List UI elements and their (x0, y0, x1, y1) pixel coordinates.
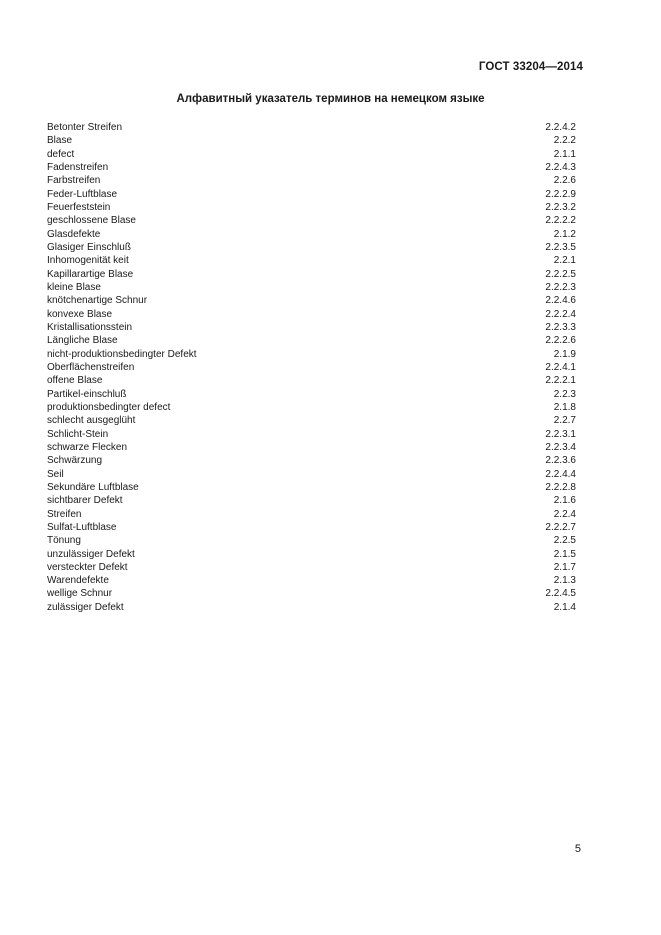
term-label: Betonter Streifen (47, 122, 123, 133)
term-row (47, 201, 576, 214)
term-label: Inhomogenität keit (47, 255, 129, 267)
term-reference: 2.1.8 (553, 401, 576, 413)
term-label: unzulässiger Defekt (47, 548, 135, 560)
term-row (47, 254, 576, 267)
term-reference: 2.2.4.5 (545, 588, 576, 600)
term-row (47, 508, 576, 521)
term-row (47, 428, 576, 441)
term-reference: 2.2.7 (553, 415, 576, 427)
term-reference: 2.2.3.4 (545, 441, 576, 453)
term-label: Feuerfeststein (47, 201, 111, 213)
term-label: Glasdefekte (47, 228, 101, 240)
term-row (47, 241, 576, 254)
term-label: kleine Blase (47, 281, 101, 293)
term-label: Seil (47, 468, 64, 480)
term-reference: 2.2.3.3 (545, 321, 576, 333)
term-label: Tönung (47, 535, 81, 547)
term-reference: 2.2.2.3 (545, 281, 576, 293)
term-reference: 2.2.4.4 (545, 468, 576, 480)
term-label: wellige Schnur (47, 588, 113, 600)
term-row (47, 308, 576, 321)
term-row (47, 441, 576, 454)
term-label: schwarze Flecken (47, 441, 128, 453)
term-label: Farbstreifen (47, 175, 101, 187)
term-row (47, 388, 576, 401)
term-row (47, 548, 576, 561)
term-reference: 2.2.2.6 (545, 335, 576, 347)
term-row (47, 174, 576, 187)
term-row (47, 401, 576, 414)
term-label: schlecht ausgeglüht (47, 415, 136, 427)
term-reference: 2.1.4 (553, 601, 576, 613)
term-row (47, 214, 576, 227)
term-reference: 2.2.4.6 (545, 295, 576, 307)
term-label: zulässiger Defekt (47, 601, 124, 613)
term-reference: 2.2.2 (553, 135, 576, 147)
term-label: geschlossene Blase (47, 215, 136, 227)
term-row (47, 334, 576, 347)
term-reference: 2.2.4.3 (545, 161, 576, 173)
term-reference: 2.2.1 (553, 255, 576, 267)
term-label: Oberflächenstreifen (47, 361, 135, 373)
term-row (47, 121, 576, 134)
term-label: Sekundäre Luftblase (47, 481, 139, 493)
term-row (47, 521, 576, 534)
term-reference: 2.2.3.1 (545, 428, 576, 440)
term-reference: 2.2.2.5 (545, 268, 576, 280)
term-reference: 2.2.2.8 (545, 481, 576, 493)
term-reference: 2.2.3.6 (545, 455, 576, 467)
document-code: ГОСТ 33204—2014 (478, 61, 583, 73)
term-row (47, 228, 576, 241)
term-row (47, 601, 576, 614)
term-row (47, 414, 576, 427)
term-row (47, 188, 576, 201)
term-row (47, 468, 576, 481)
term-row (47, 494, 576, 507)
term-row (47, 587, 576, 600)
term-reference: 2.2.2.1 (545, 375, 576, 387)
term-label: nicht-produktionsbedingter Defekt (47, 348, 197, 360)
term-reference: 2.1.6 (553, 495, 576, 507)
term-label: Warendefekte (47, 575, 109, 587)
term-row (47, 561, 576, 574)
term-row (47, 361, 576, 374)
term-reference: 2.1.7 (553, 561, 576, 573)
term-index-list (47, 121, 576, 614)
term-reference: 2.2.5 (553, 535, 576, 547)
term-label: defect (47, 148, 75, 160)
term-reference: 2.1.2 (553, 228, 576, 240)
term-label: Glasiger Einschluß (47, 241, 131, 253)
term-reference: 2.1.1 (553, 148, 576, 160)
term-reference: 2.2.4.2 (545, 122, 576, 133)
term-reference: 2.1.3 (553, 575, 576, 587)
term-label: Kapillarartige Blase (47, 268, 134, 280)
term-label: produktionsbedingter defect (47, 401, 171, 413)
term-row (47, 534, 576, 547)
term-row (47, 454, 576, 467)
term-label: sichtbarer Defekt (47, 495, 123, 507)
term-label: Sulfat-Luftblase (47, 521, 117, 533)
term-row (47, 321, 576, 334)
term-label: knötchenartige Schnur (47, 295, 148, 307)
term-reference: 2.2.2.9 (545, 188, 576, 200)
term-reference: 2.2.3.2 (545, 201, 576, 213)
term-row (47, 574, 576, 587)
term-reference: 2.2.2.7 (545, 521, 576, 533)
term-label: Längliche Blase (47, 335, 118, 347)
term-label: Partikel-einschluß (47, 388, 127, 400)
term-label: offene Blase (47, 375, 103, 387)
term-label: Kristallisationsstein (47, 321, 133, 333)
term-label: versteckter Defekt (47, 561, 128, 573)
term-row (47, 134, 576, 147)
term-row (47, 294, 576, 307)
term-label: Schlicht-Stein (47, 428, 109, 440)
term-row (47, 281, 576, 294)
term-reference: 2.1.9 (553, 348, 576, 360)
term-row (47, 348, 576, 361)
term-reference: 2.2.3.5 (545, 241, 576, 253)
term-reference: 2.1.5 (553, 548, 576, 560)
term-reference: 2.2.4 (553, 508, 576, 520)
term-row (47, 374, 576, 387)
term-row (47, 268, 576, 281)
term-label: Feder-Luftblase (47, 188, 118, 200)
term-label: konvexe Blase (47, 308, 113, 320)
term-row (47, 481, 576, 494)
term-reference: 2.2.3 (553, 388, 576, 400)
term-reference: 2.2.2.4 (545, 308, 576, 320)
term-reference: 2.2.2.2 (545, 215, 576, 227)
term-label: Blase (47, 135, 73, 147)
term-label: Streifen (47, 508, 82, 520)
term-reference: 2.2.6 (553, 175, 576, 187)
index-title: Алфавитный указатель терминов на немецком языке (176, 93, 485, 105)
term-reference: 2.2.4.1 (545, 361, 576, 373)
term-row (47, 161, 576, 174)
term-row (47, 148, 576, 161)
term-label: Schwärzung (47, 455, 103, 467)
page-number: 5 (574, 843, 581, 855)
term-label: Fadenstreifen (47, 161, 109, 173)
